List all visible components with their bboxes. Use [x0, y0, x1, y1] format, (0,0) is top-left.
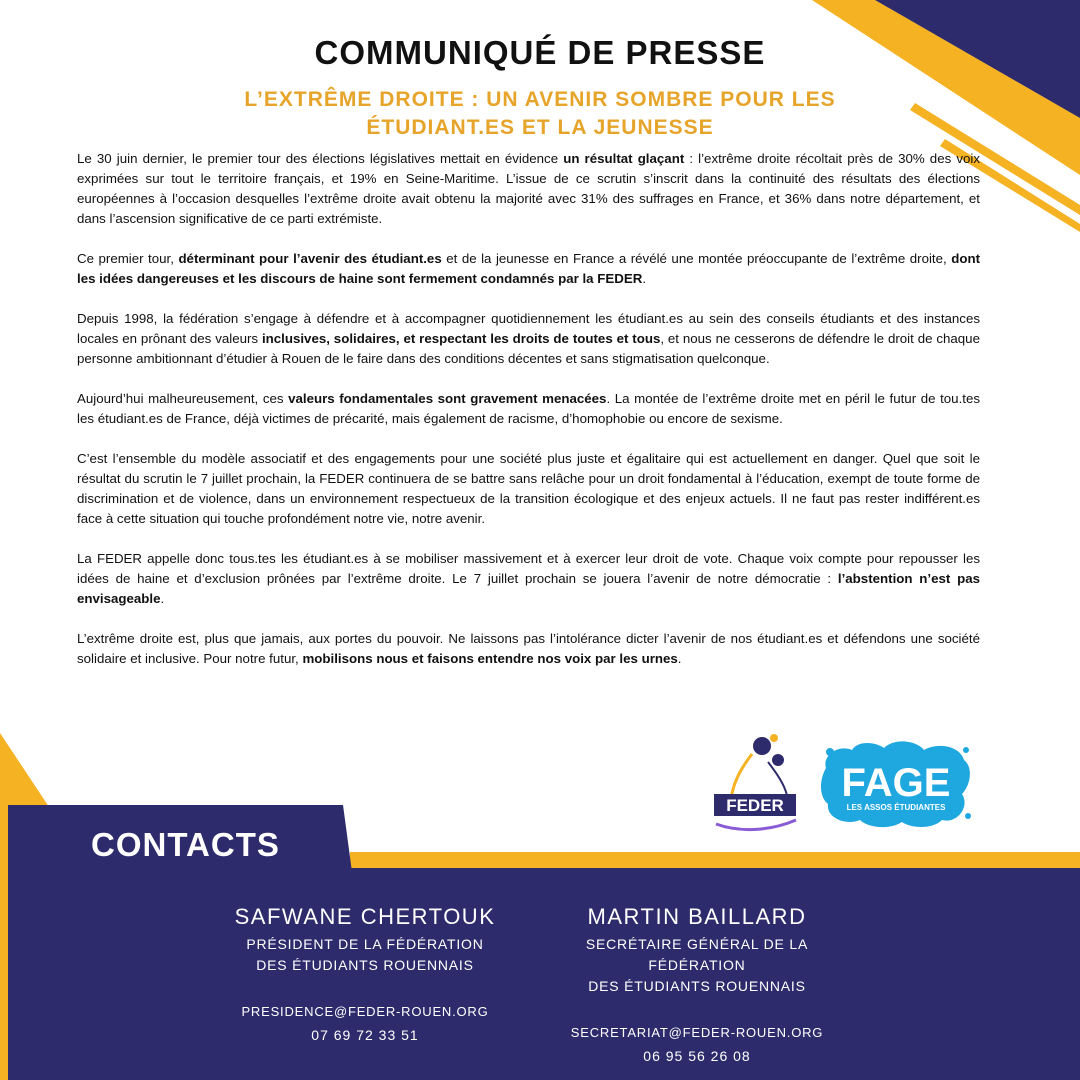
page-title: COMMUNIQUÉ DE PRESSE: [314, 34, 766, 71]
fage-logo-droplet: [965, 813, 971, 819]
feder-logo: [708, 732, 804, 842]
fage-logo: [818, 738, 974, 830]
body-text-run: . La montée de l’extrême droite met en péril le futur de tou.tes les étudiant.es de France, déjà victimes de précarité, mais également de racisme, d’homophobie ou encore de sexisme.: [77, 391, 981, 426]
contact-role-line-1: SECRÉTAIRE GÉNÉRAL DE LA FÉDÉRATION: [585, 936, 809, 973]
body-text-run: .: [160, 591, 165, 606]
feder-logo-dot-large: [753, 737, 771, 755]
feder-logo-dot-mid: [772, 754, 784, 766]
body-text-run: , et nous ne cesserons de défendre le droit de chaque personne ambitionnant d’étudier à Rouen de le faire dans des conditions décentes et sans stigmatisation quelconque.: [77, 331, 980, 366]
page-subtitle: [230, 86, 850, 142]
paragraph: [77, 149, 980, 229]
paragraph: [77, 549, 980, 609]
fage-logo-droplet: [963, 747, 969, 753]
contacts-heading: CONTACTS: [91, 826, 280, 863]
contact-phone[interactable]: 07 69 72 33 51: [311, 1027, 419, 1043]
contact-role: [215, 934, 515, 976]
emphasis-text: valeurs fondamentales sont gravement menacées: [288, 391, 607, 406]
body-text-run: : l’extrême droite récoltait près de 30% des voix exprimées sur tout le territoire français, et 19% en Seine-Maritime. L’issue de ce scrutin s’inscrit dans la continuité des résultats des élections européennes à l’occasion desquelles l’extrême droite avait obtenu la majorité avec 31% des suffrages en France, et 36% dans notre département, et dans l’ascension significative de ce parti extrémiste.: [77, 151, 981, 226]
body-text-run: .: [642, 271, 647, 286]
emphasis-text: mobilisons nous et faisons entendre nos voix par les urnes: [302, 651, 678, 666]
contact-name: SAFWANE CHERTOUK: [234, 904, 496, 929]
paragraph: [77, 249, 980, 289]
feder-logo-underline: [716, 820, 796, 830]
subtitle-line-2: ÉTUDIANT.ES ET LA JEUNESSE: [366, 116, 714, 139]
fage-logo-tagline: LES ASSOS ÉTUDIANTES: [846, 803, 946, 812]
paragraph: [77, 389, 980, 429]
contact-role-line-1: PRÉSIDENT DE LA FÉDÉRATION: [246, 936, 484, 952]
subtitle-line-1: L’EXTRÊME DROITE : UN AVENIR SOMBRE POUR LES: [244, 88, 836, 111]
feder-logo-dot-small: [770, 734, 778, 742]
contact-email[interactable]: PRESIDENCE@FEDER-ROUEN.ORG: [241, 1004, 489, 1019]
body-text-run: La FEDER appelle donc tous.tes les étudiant.es à se mobiliser massivement et à exercer leur droit de vote. Chaque voix compte pour repousser les idées de haine et d’exclusion prônées par l’extrême droite. Le 7 juillet prochain se jouera l’avenir de notre démocratie :: [77, 551, 980, 586]
body-text-run: C’est l’ensemble du modèle associatif et des engagements pour une société plus juste et égalitaire qui est actuellement en danger. Quel que soit le résultat du scrutin le 7 juillet prochain, la FEDER continuera de se battre sans relâche pour un droit fondamental à l’éducation, exempt de toute forme de discrimination et de violence, dans un environnement respectueux de la transition écologique et des enjeux actuels. Il ne faut pas rester indifférent.es face à cette situation qui touche profondément notre vie, notre avenir.: [77, 451, 980, 526]
emphasis-text: un résultat glaçant: [563, 151, 685, 166]
emphasis-text: déterminant pour l’avenir des étudiant.es: [178, 251, 442, 266]
contact-role: [537, 934, 857, 997]
paragraph: [77, 309, 980, 369]
body-text-run: Depuis 1998, la fédération s’engage à défendre et à accompagner quotidiennement les étudiant.es au sein des conseils étudiants et des instances locales en prônant des valeurs: [77, 311, 980, 346]
feder-logo-text: FEDER: [726, 796, 784, 815]
contact-role-line-2: DES ÉTUDIANTS ROUENNAIS: [588, 978, 806, 994]
emphasis-text: l’abstention n’est pas envisageable: [77, 571, 981, 606]
body-text-run: et de la jeunesse en France a révélé une montée préoccupante de l’extrême droite,: [441, 251, 952, 266]
body-text-run: Ce premier tour,: [77, 251, 179, 266]
contact-phone[interactable]: 06 95 56 26 08: [643, 1048, 751, 1064]
fage-logo-text: FAGE: [841, 761, 951, 805]
emphasis-text: inclusives, solidaires, et respectant les droits de toutes et tous: [261, 331, 661, 346]
contact-role-line-2: DES ÉTUDIANTS ROUENNAIS: [256, 957, 474, 973]
body-text-run: Aujourd’hui malheureusement, ces: [77, 391, 289, 406]
contact-card: [537, 904, 857, 1064]
body-text-run: .: [677, 651, 682, 666]
paragraph: [77, 449, 980, 529]
fage-logo-droplet: [826, 748, 834, 756]
contact-name: MARTIN BAILLARD: [587, 904, 807, 929]
body-text-run: L’extrême droite est, plus que jamais, aux portes du pouvoir. Ne laissons pas l’intolérance dicter l’avenir de nos étudiant.es et défendons une société solidaire et inclusive. Pour notre futur,: [77, 631, 980, 666]
contact-email[interactable]: SECRETARIAT@FEDER-ROUEN.ORG: [570, 1025, 824, 1040]
emphasis-text: dont les idées dangereuses et les discours de haine sont fermement condamnés par la FEDER: [77, 251, 980, 286]
contact-card: [215, 904, 515, 1043]
paragraph: [77, 629, 980, 669]
body-text-run: Le 30 juin dernier, le premier tour des élections législatives mettait en évidence: [77, 151, 564, 166]
press-release-body: [77, 149, 980, 689]
